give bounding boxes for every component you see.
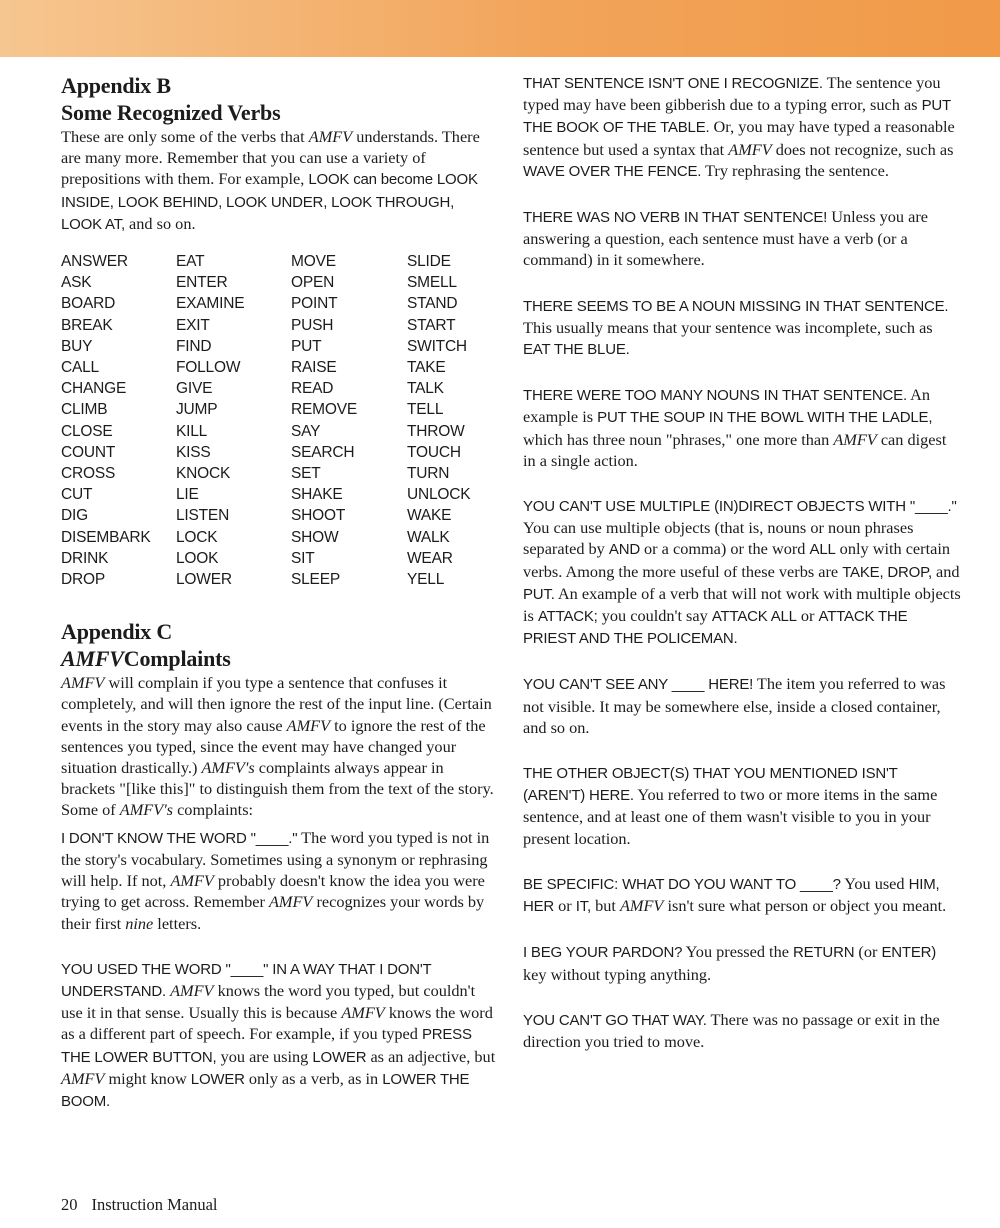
verb-item: LISTEN <box>176 507 230 525</box>
verb-item: KILL <box>176 422 208 440</box>
appendix-b-title-line2: Some Recognized Verbs <box>61 100 281 125</box>
verb-item: DIG <box>61 507 88 525</box>
verb-item: RAISE <box>291 359 337 377</box>
appendix-c-title-rest: Complaints <box>123 646 231 672</box>
complaint-used-word: YOU USED THE WORD "____" IN A WAY THAT I DON'T UNDERSTAND. AMFV knows the word you typed, but couldn't use it in that sense. Usually this is because AMFV knows the word as a different part of speech. For example, if you typed PRESS THE LOWER BUTTON, you are using LOWER as an adjective, but AMFV might know LOWER only as a verb, as in LOWER THE BOOM. <box>61 960 496 1110</box>
verb-column <box>61 251 176 590</box>
verb-list <box>61 251 498 590</box>
complaint-beg-pardon: I BEG YOUR PARDON? You pressed the RETURN (or ENTER) key without typing anything. <box>523 942 937 984</box>
verb-item: SHOW <box>291 528 339 546</box>
complaint-other-objects: THE OTHER OBJECT(S) THAT YOU MENTIONED ISN'T (AREN'T) HERE. You referred to two or more items in the same sentence, and at least one of them wasn't visible to you in your present location. <box>523 765 938 848</box>
verb-item: WALK <box>407 528 450 546</box>
verb-item: TURN <box>407 465 450 483</box>
verb-item: EAT <box>176 253 205 271</box>
verb-item: SMELL <box>407 274 457 292</box>
verb-item: COUNT <box>61 443 116 461</box>
verb-item: SLIDE <box>407 253 451 271</box>
verb-item: DROP <box>61 571 105 589</box>
verb-item: DISEMBARK <box>61 528 151 546</box>
verb-item: READ <box>291 380 334 398</box>
verb-item: SAY <box>291 422 321 440</box>
verb-item: SET <box>291 465 321 483</box>
verb-item: SLEEP <box>291 571 340 589</box>
verb-item: BUY <box>61 337 93 355</box>
verb-item: JUMP <box>176 401 218 419</box>
verb-item: SHOOT <box>291 507 346 525</box>
header-color-band <box>0 0 1000 57</box>
verb-item: CUT <box>61 486 93 504</box>
appendix-b-intro: These are only some of the verbs that AMFV understands. There are many more. Remember that you can use a variety of prepositions with them. For example, LOOK can become LOOK INSIDE, LOOK BEHIND, LOOK UNDER, LOOK THROUGH, LOOK AT, and so on. <box>61 127 480 233</box>
verb-item: KISS <box>176 443 211 461</box>
appendix-b-title <box>61 72 498 126</box>
verb-item: DRINK <box>61 549 109 567</box>
complaint-multiple-objects: YOU CAN'T USE MULTIPLE (IN)DIRECT OBJECTS WITH "____." You can use multiple objects (that is, nouns or noun phrases separated by AND or a comma) or the word ALL only with certain verbs. Among the more useful of these verbs are TAKE, DROP, and PUT. An example of a verb that will not work with multiple objects is ATTACK; you couldn't say ATTACK ALL or ATTACK THE PRIEST AND THE POLICEMAN. <box>523 498 961 648</box>
verb-item: WEAR <box>407 549 453 567</box>
verb-item: LOCK <box>176 528 218 546</box>
verb-item: CALL <box>61 359 99 377</box>
verb-item: BREAK <box>61 316 113 334</box>
verb-item: PUT <box>291 337 322 355</box>
verb-item: MOVE <box>291 253 336 271</box>
appendix-c-intro: AMFV will complain if you type a sentence that confuses it completely, and will then ignore the rest of the input line. (Certain events in the story may also cause AMFV to ignore the rest of the sentences you typed, since the event may have changed your situation drastically.) AMFV's complaints always appear in brackets "[like this]" to distinguish them from the text of the story. Some of AMFV's complaints: <box>61 673 494 820</box>
verb-item: TALK <box>407 380 444 398</box>
verb-item: TELL <box>407 401 444 419</box>
verb-item: SEARCH <box>291 443 355 461</box>
verb-item: LIE <box>176 486 199 504</box>
verb-item: GIVE <box>176 380 213 398</box>
verb-column <box>176 251 291 590</box>
verb-item: CLOSE <box>61 422 113 440</box>
verb-item: UNLOCK <box>407 486 471 504</box>
verb-item: CHANGE <box>61 380 127 398</box>
appendix-b-title-line1: Appendix B <box>61 73 171 98</box>
verb-item: REMOVE <box>291 401 357 419</box>
verb-item: SWITCH <box>407 337 467 355</box>
verb-item: LOWER <box>176 571 232 589</box>
verb-item: ENTER <box>176 274 228 292</box>
page-footer <box>61 1195 218 1215</box>
verb-item: POINT <box>291 295 338 313</box>
verb-item: CLIMB <box>61 401 108 419</box>
verb-item: SIT <box>291 549 315 567</box>
verb-item: BOARD <box>61 295 116 313</box>
verb-item: SHAKE <box>291 486 343 504</box>
verb-item: EXIT <box>176 316 210 334</box>
complaint-noun-missing: THERE SEEMS TO BE A NOUN MISSING IN THAT SENTENCE. This usually means that your sentence was incomplete, such as EAT THE BLUE. <box>523 297 949 359</box>
complaint-cant-see: YOU CAN'T SEE ANY ____ HERE! The item you referred to was not visible. It may be somewhere else, inside a closed container, and so on. <box>523 674 946 737</box>
verb-item: ASK <box>61 274 92 292</box>
complaint-not-recognize: THAT SENTENCE ISN'T ONE I RECOGNIZE. The sentence you typed may have been gibberish due to a typing error, such as PUT THE BOOK OF THE TABLE. Or, you may have typed a reasonable sentence but used a syntax that AMFV does not recognize, such as WAVE OVER THE FENCE. Try rephrasing the sentence. <box>523 73 955 180</box>
verb-item: TOUCH <box>407 443 461 461</box>
verb-item: EXAMINE <box>176 295 245 313</box>
verb-item: FIND <box>176 337 212 355</box>
verb-item: WAKE <box>407 507 452 525</box>
verb-item: OPEN <box>291 274 335 292</box>
verb-item: THROW <box>407 422 465 440</box>
complaint-no-verb: THERE WAS NO VERB IN THAT SENTENCE! Unless you are answering a question, each sentence must have a verb (or a command) in it somewhere. <box>523 207 928 270</box>
verb-item: PUSH <box>291 316 334 334</box>
appendix-c-title-game: AMFV <box>61 646 124 672</box>
verb-item: YELL <box>407 571 445 589</box>
verb-item: START <box>407 316 456 334</box>
appendix-c-title <box>61 618 498 672</box>
right-column <box>523 72 963 1052</box>
left-column <box>61 72 498 1112</box>
appendix-c-title-line1: Appendix C <box>61 619 173 645</box>
verb-column <box>291 251 407 590</box>
verb-column <box>407 251 507 590</box>
page-number: 20 <box>61 1195 78 1214</box>
verb-item: CROSS <box>61 465 116 483</box>
complaint-be-specific: BE SPECIFIC: WHAT DO YOU WANT TO ____? You used HIM, HER or IT, but AMFV isn't sure what person or object you meant. <box>523 873 947 916</box>
verb-item: TAKE <box>407 359 446 377</box>
footer-label: Instruction Manual <box>91 1195 218 1214</box>
complaint-cant-go: YOU CAN'T GO THAT WAY. There was no passage or exit in the direction you tried to move. <box>523 1009 940 1051</box>
verb-item: KNOCK <box>176 465 231 483</box>
complaint-too-many-nouns: THERE WERE TOO MANY NOUNS IN THAT SENTENCE. An example is PUT THE SOUP IN THE BOWL WITH THE LADLE, which has three noun "phrases," one more than AMFV can digest in a single action. <box>523 385 947 470</box>
complaint-dont-know-word: I DON'T KNOW THE WORD "____." The word you typed is not in the story's vocabulary. Sometimes using a synonym or rephrasing will help. If not, AMFV probably doesn't know the idea you were trying to get across. Remember AMFV recognizes your words by their first nine letters. <box>61 827 490 933</box>
verb-item: FOLLOW <box>176 359 241 377</box>
verb-item: ANSWER <box>61 253 128 271</box>
verb-item: STAND <box>407 295 458 313</box>
verb-item: LOOK <box>176 549 219 567</box>
